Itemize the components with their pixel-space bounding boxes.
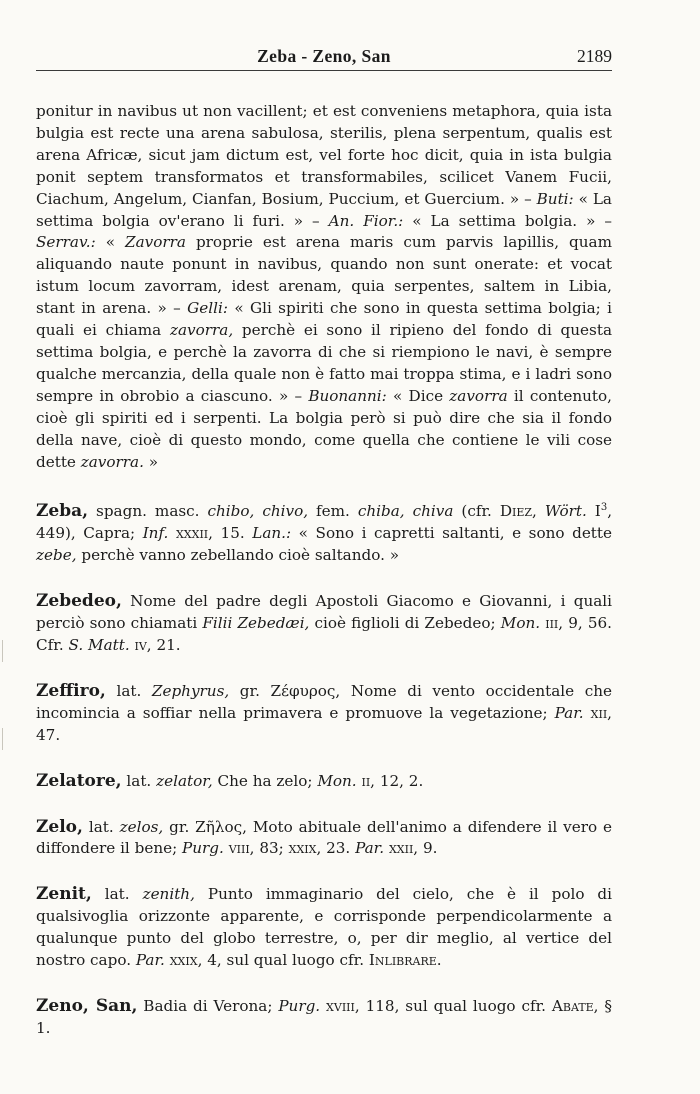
italic-text: Par. [355, 839, 385, 858]
italic-text: Wört. [544, 502, 587, 521]
small-caps-text: Abate, [551, 996, 599, 1015]
text-run: « La settima bolgia ov'erano li furi. » – [36, 189, 612, 230]
italic-text: Par. [135, 951, 165, 970]
text-run: , 4, sul qual luogo cfr. [197, 951, 369, 970]
text-run: proprie est arena maris cum parvis lapillis, quam aliquando naute ponunt in navibus, quando non sunt onerate: et vocat istum locum zavorram, idest arenam, quia serpentes, saltem in Libia, stant in arena. » – [36, 233, 612, 318]
text-run: gr. Ζῆλος, Moto abituale dell'animo a difendere il vero e diffondere il bene; [36, 817, 613, 858]
italic-text: Par. [554, 703, 584, 722]
headword: Zelo, [36, 816, 83, 837]
italic-text: zelator, [156, 771, 213, 790]
headword: Zelatore, [36, 770, 122, 791]
italic-text: Zephyrus, [151, 681, 230, 700]
italic-text: zenith, [142, 885, 195, 904]
text-run [584, 704, 591, 722]
entry-zelo [36, 817, 612, 861]
entries-list [36, 497, 612, 1039]
text-run: , 21. [146, 636, 181, 654]
italic-text: Mon. [500, 614, 541, 633]
running-header [36, 42, 612, 71]
italic-text: zavorra [449, 386, 508, 405]
text-run: « La settima bolgia. » – [403, 211, 612, 230]
headword: Zeba, [36, 501, 89, 522]
text-run: , 47. [36, 703, 612, 744]
italic-text: Buonanni: [308, 386, 387, 405]
text-run: « [95, 233, 126, 252]
text-run: perchè ei sono il ripieno del fondo di questa settima bolgia, e perchè la zavorra di che si riempiono le navi, è sempre qualche mercanzia, della quale non è fatto mai troppa stima, e i ladri sono sempre in obrobio a ciascuno. » – [36, 321, 612, 405]
text-run: (cfr. [453, 502, 500, 521]
small-caps-text: Inlibrare. [368, 951, 442, 970]
small-caps-text: xii [590, 703, 608, 722]
italic-text: Filii Zebedæi, [202, 614, 310, 633]
italic-text: An. Fior.: [328, 211, 404, 230]
headword: Zebedeo, [36, 591, 122, 612]
text-run: cioè figlioli di Zebedeo; [309, 614, 501, 633]
text-run: Nome del padre degli Apostoli Giacomo e Giovanni, i quali perciò sono chiamati [36, 592, 612, 633]
text-run: Punto immaginario del cielo, che è il polo di qualsivoglia orizzonte apparente, e corrisponde perpendicolarmente a qualunque punto del globo terrestre, o, per dir meglio, al vertice del nostro capo. [36, 885, 612, 970]
text-run: spagn. masc. [88, 502, 208, 521]
text-run: , 118, sul qual luogo cfr. [354, 996, 552, 1015]
text-run: , 83; [249, 839, 289, 858]
italic-text: Gelli: [187, 299, 228, 318]
text-run: lat. [105, 681, 152, 700]
small-caps-text: viii [228, 839, 250, 858]
italic-text: Serrav.: [36, 233, 96, 252]
small-caps-text: iii [545, 614, 559, 633]
italic-text: chiba, chiva [357, 502, 454, 521]
italic-text: Zavorra [125, 233, 186, 252]
page [36, 42, 612, 1040]
text-run [537, 502, 545, 520]
italic-text: zebe, [36, 546, 77, 565]
small-caps-text: iv [134, 636, 147, 654]
text-run: , 449), Capra; [36, 502, 613, 543]
text-run: perchè vanno zebellando cioè saltando. » [76, 546, 400, 565]
italic-text: Mon. [317, 771, 357, 790]
header-title: Zeba - Zeno, San [257, 46, 391, 66]
text-run: fem. [308, 502, 358, 521]
headword: Zeffiro, [36, 680, 106, 701]
italic-text: zavorra, [169, 321, 234, 340]
text-run: , 9, 56. Cfr. [36, 614, 612, 654]
entry-zeba [36, 497, 612, 567]
small-caps-text: Diez, [499, 502, 537, 521]
entry-zebedeo [36, 591, 612, 657]
text-run: « Dice [386, 386, 450, 405]
continuation-paragraph [36, 101, 612, 473]
entry-zelatore [36, 771, 612, 793]
text-run: § 1. [36, 996, 613, 1037]
text-run: lat. [82, 817, 120, 836]
text-run: 3 [600, 502, 608, 514]
text-run: « Gli spiriti che sono in questa settima bolgia; i quali ei chiama [36, 299, 612, 340]
text-run: Badia di Verona; [137, 996, 279, 1015]
text-run: Che ha zelo; [212, 771, 318, 790]
small-caps-text: xxix [169, 951, 198, 970]
text-run: I [586, 502, 601, 521]
margin-mark [2, 728, 3, 750]
entry-zeno-san [36, 996, 612, 1040]
small-caps-text: ii [361, 771, 371, 790]
text-run: , 9. [413, 839, 438, 858]
headword: Zeno, San, [36, 995, 138, 1016]
text-run: lat. [91, 885, 143, 904]
small-caps-text: xviii [326, 996, 355, 1015]
body-text [36, 101, 612, 1040]
entry-zenit [36, 884, 612, 972]
small-caps-text: xxii [388, 839, 414, 858]
small-caps-text: xxix [288, 839, 317, 858]
italic-text: S. Matt. [68, 636, 130, 654]
italic-text: zelos, [119, 817, 164, 836]
margin-mark [2, 640, 3, 662]
text-run: lat. [121, 771, 157, 790]
text-run: , 15. [208, 524, 253, 543]
italic-text: Buti: [536, 189, 574, 208]
text-run: ponitur in navibus ut non vacillent; et est conveniens metaphora, quia ista bulgia est recte una arena sabulosa, sterilis, plena serpentum, qualis est arena Africæ, sicut jam dictum est, vel forte hoc dicit, quia in ista bulgia ponit septem transformatos et transformabiles, scilicet Vanem Fucii, Ciachum, Angelum, Cianfan, Bosium, Puccium, et Guercium. » – [36, 102, 612, 208]
text-run: , 12, 2. [370, 771, 424, 790]
italic-text: Purg. [182, 839, 224, 858]
text-run: , 23. [316, 839, 356, 858]
italic-text: Purg. [278, 996, 321, 1015]
text-run [168, 524, 176, 542]
text-run: gr. Ζέφυρος, Nome di vento occidentale che incomincia a soffiar nella primavera e promuove la vegetazione; [36, 681, 612, 722]
entry-zeffiro [36, 681, 612, 747]
text-run: » [143, 452, 159, 471]
headword: Zenit, [36, 884, 92, 905]
text-run: « Sono i capretti saltanti, e sono dette [291, 524, 612, 543]
italic-text: Lan.: [252, 524, 292, 543]
page-number: 2189 [577, 46, 612, 66]
small-caps-text: xxxii [175, 524, 209, 543]
italic-text: chibo, chivo, [207, 502, 309, 521]
italic-text: zavorra. [80, 452, 144, 471]
text-run: il contenuto, cioè gli spiriti ed i serpenti. La bolgia però si può dire che sia il fondo della nave, cioè di questo mondo, come quella che contiene le vili cose dette [36, 386, 612, 471]
italic-text: Inf. [142, 524, 169, 543]
